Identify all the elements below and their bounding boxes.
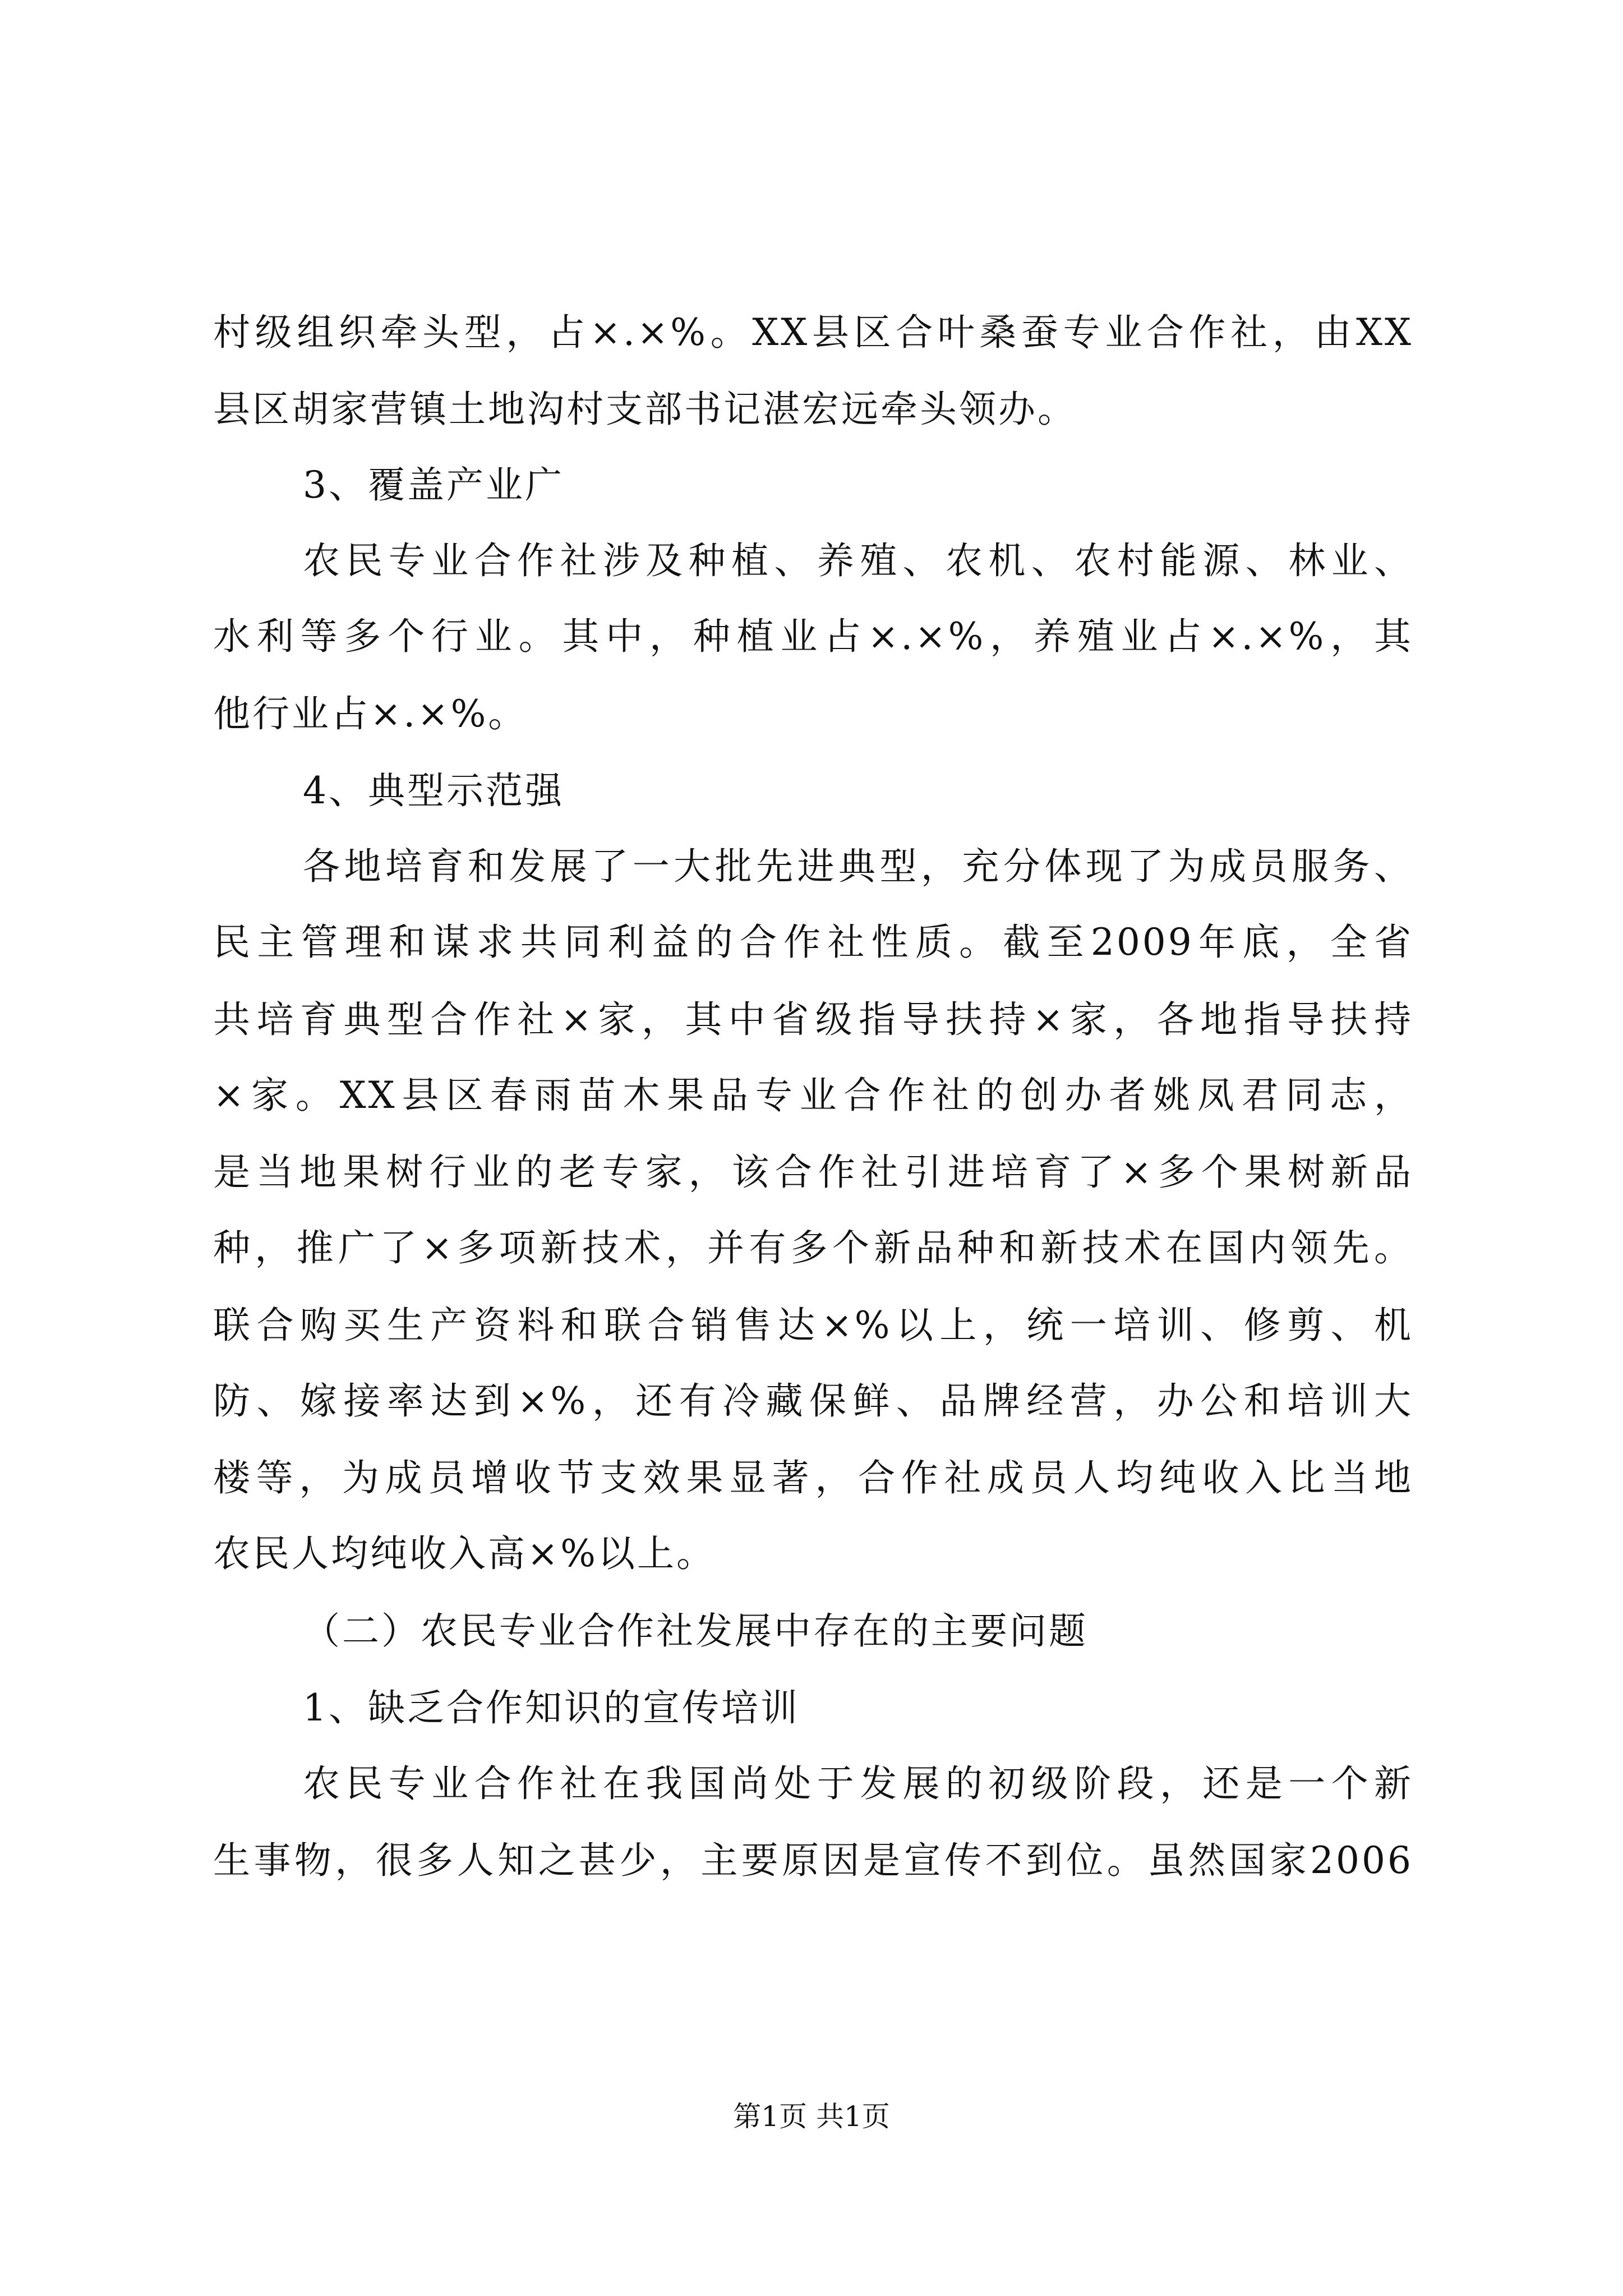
paragraph-line: 共培育典型合作社×家，其中省级指导扶持×家，各地指导扶持 xyxy=(213,998,1413,1041)
paragraph-line: 联合购买生产资料和联合销售达×%以上，统一培训、修剪、机 xyxy=(213,1304,1413,1347)
paragraph-line: 他行业占×.×%。 xyxy=(213,692,528,735)
paragraph-line: 农民专业合作社在我国尚处于发展的初级阶段，还是一个新 xyxy=(303,1762,1413,1805)
paragraph-line: 是当地果树行业的老专家，该合作社引进培育了×多个果树新品 xyxy=(213,1151,1413,1194)
paragraph-line: ×家。XX县区春雨苗木果品专业合作社的创办者姚凤君同志， xyxy=(213,1074,1413,1117)
section-heading: 3、覆盖产业广 xyxy=(303,463,564,507)
paragraph-line: 村级组织牵头型，占×.×%。XX县区合叶桑蚕专业合作社，由XX xyxy=(213,311,1413,354)
paragraph-line: 各地培育和发展了一大批先进典型，充分体现了为成员服务、 xyxy=(303,845,1413,888)
paragraph-line: 农民人均纯收入高×%以上。 xyxy=(213,1532,716,1575)
paragraph-line: 种，推广了×多项新技术，并有多个新品种和新技术在国内领先。 xyxy=(213,1226,1413,1269)
section-heading: （二）农民专业合作社发展中存在的主要问题 xyxy=(303,1609,1088,1653)
paragraph-line: 楼等，为成员增收节支效果显著，合作社成员人均纯收入比当地 xyxy=(213,1456,1413,1499)
paragraph-line: 农民专业合作社涉及种植、养殖、农机、农村能源、林业、 xyxy=(303,539,1413,582)
section-heading: 1、缺乏合作知识的宣传培训 xyxy=(303,1686,800,1729)
section-heading: 4、典型示范强 xyxy=(303,769,564,812)
paragraph-line: 民主管理和谋求共同利益的合作社性质。截至2009年底，全省 xyxy=(213,921,1413,964)
paragraph-line: 防、嫁接率达到×%，还有冷藏保鲜、品牌经营，办公和培训大 xyxy=(213,1379,1413,1423)
paragraph-line: 县区胡家营镇土地沟村支部书记湛宏远牵头领办。 xyxy=(213,388,1077,431)
paragraph-line: 生事物，很多人知之甚少，主要原因是宣传不到位。虽然国家2006 xyxy=(213,1839,1413,1882)
page-footer: 第1页 共1页 xyxy=(733,2100,890,2133)
paragraph-line: 水利等多个行业。其中，种植业占×.×%，养殖业占×.×%，其 xyxy=(213,615,1413,658)
